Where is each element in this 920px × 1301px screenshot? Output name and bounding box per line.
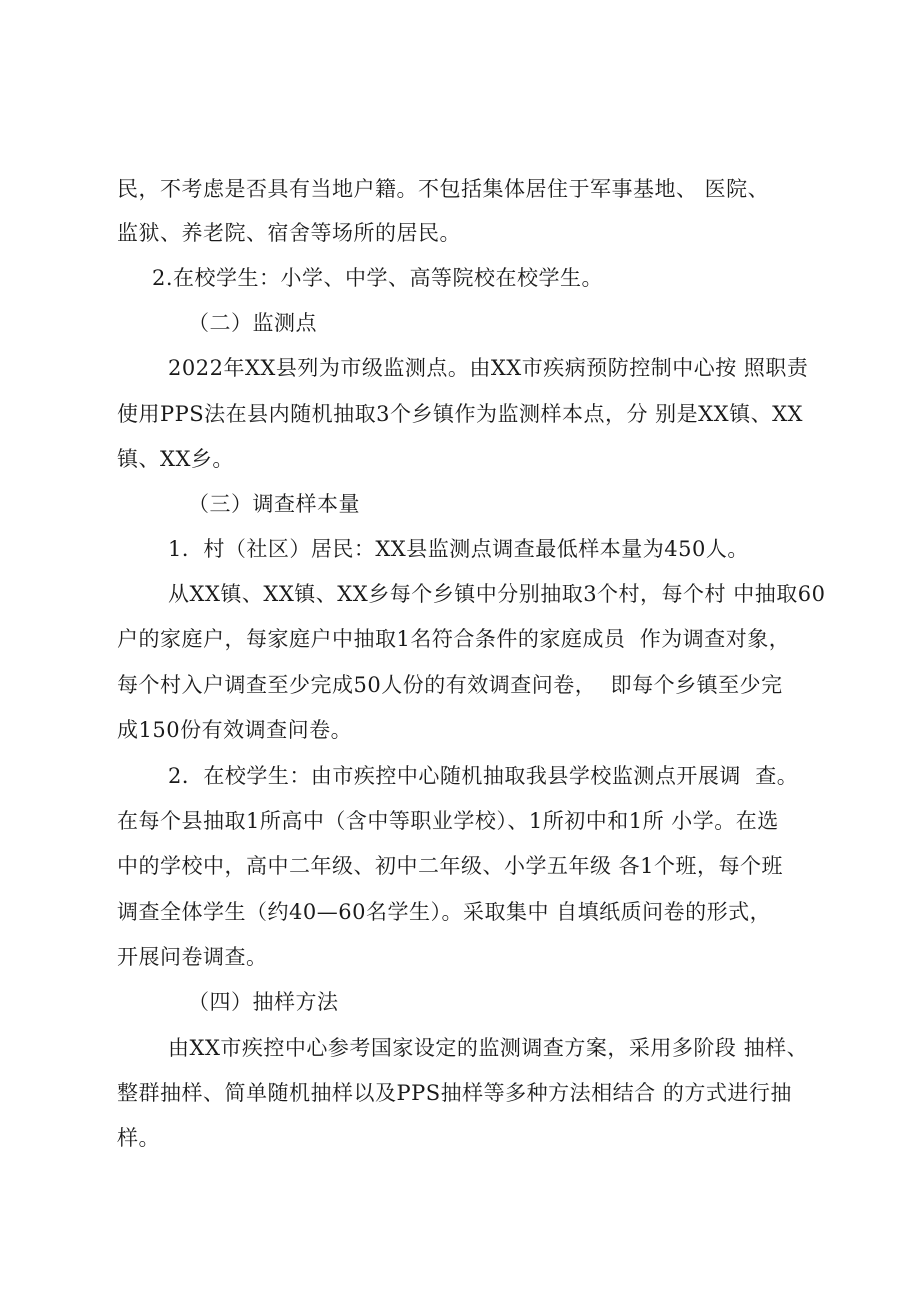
body-line: 在每个县抽取1所高中（含中等职业学校）、1所初中和1所 小学。在选 bbox=[117, 809, 779, 833]
body-line: 从XX镇、XX镇、XX乡每个乡镇中分别抽取3个村，每个村 中抽取60 bbox=[168, 582, 826, 606]
body-line: 成150份有效调查问卷。 bbox=[117, 718, 353, 742]
section-heading: （三）调查样本量 bbox=[188, 492, 360, 516]
section-heading: （四）抽样方法 bbox=[188, 990, 339, 1014]
body-line: 调查全体学生（约40—60名学生）。采取集中 自填纸质问卷的形式， bbox=[117, 900, 772, 924]
body-line: 2022年XX县列为市级监测点。由XX市疾病预防控制中心按 照职责 bbox=[168, 356, 809, 380]
body-line: 由XX市疾控中心参考国家设定的监测调查方案，采用多阶段 抽样、 bbox=[168, 1036, 809, 1060]
body-line: 民，不考虑是否具有当地户籍。不包括集体居住于军事基地、 医院、 bbox=[117, 177, 770, 201]
body-line: 户的家庭户，每家庭户中抽取1名符合条件的家庭成员 作为调查对象， bbox=[117, 627, 791, 651]
body-line: 中的学校中，高中二年级、初中二年级、小学五年级 各1个班，每个班 bbox=[117, 854, 784, 878]
section-heading: （二）监测点 bbox=[188, 311, 317, 335]
body-line: 监狱、养老院、宿舍等场所的居民。 bbox=[117, 221, 461, 245]
body-line: 每个村入户调查至少完成50人份的有效调查问卷， 即每个乡镇至少完 bbox=[117, 673, 783, 697]
list-item-line: 2.在校学生：小学、中学、高等院校在校学生。 bbox=[152, 266, 604, 290]
body-line: 镇、XX乡。 bbox=[117, 447, 234, 471]
list-item-line: 1．村（社区）居民：XX县监测点调查最低样本量为450人。 bbox=[168, 537, 749, 561]
list-item-line: 2．在校学生：由市疾控中心随机抽取我县学校监测点开展调 查。 bbox=[168, 764, 799, 788]
body-line: 整群抽样、简单随机抽样以及PPS抽样等多种方法相结合 的方式进行抽 bbox=[117, 1081, 792, 1105]
body-line: 使用PPS法在县内随机抽取3个乡镇作为监测样本点，分 别是XX镇、XX bbox=[117, 402, 803, 426]
body-line: 开展问卷调查。 bbox=[117, 945, 268, 969]
body-line: 样。 bbox=[117, 1126, 160, 1150]
